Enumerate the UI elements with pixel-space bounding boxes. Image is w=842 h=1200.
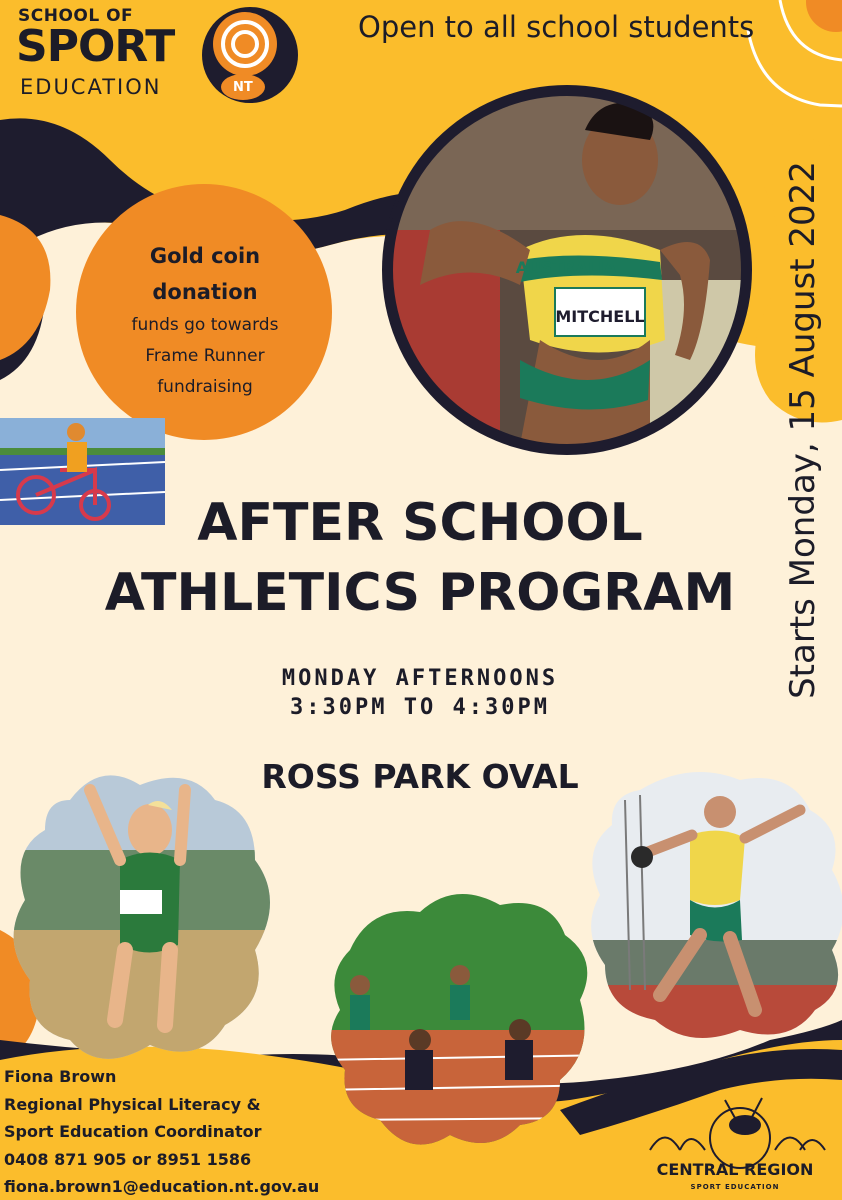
donation-line-3: funds go towards — [131, 315, 279, 335]
start-date: Starts Monday, 15 August 2022 — [783, 161, 823, 699]
schedule-time: 3:30PM TO 4:30PM — [290, 695, 550, 720]
sprinter-top-text: AUSTRALIA — [515, 258, 617, 277]
venue: ROSS PARK OVAL — [261, 757, 579, 796]
title-line-2: ATHLETICS PROGRAM — [104, 563, 736, 623]
program-title — [60, 488, 780, 628]
open-to-all-tagline: Open to all school students — [358, 10, 755, 44]
contact-email[interactable]: fiona.brown1@education.nt.gov.au — [4, 1177, 320, 1196]
donation-line-1: Gold coin — [149, 244, 261, 268]
logo-education: EDUCATION — [20, 75, 162, 99]
sprinter-bib: MITCHELL — [555, 307, 645, 326]
contact-name: Fiona Brown — [4, 1067, 117, 1086]
schedule-days: MONDAY AFTERNOONS — [281, 666, 559, 691]
contact-role-1: Regional Physical Literacy & — [4, 1094, 261, 1114]
central-region-logo-sub: SPORT EDUCATION — [690, 1183, 780, 1191]
logo-school-of: SCHOOL OF — [18, 6, 134, 26]
schedule — [200, 664, 640, 722]
donation-line-2: donation — [152, 280, 258, 304]
donation-line-4: Frame Runner — [145, 346, 265, 366]
donation-info — [88, 238, 322, 403]
contact-phone: 0408 871 905 or 8951 1586 — [4, 1149, 252, 1169]
title-line-1: AFTER SCHOOL — [197, 493, 643, 553]
donation-line-5: fundraising — [157, 377, 253, 397]
logo-sport: SPORT — [16, 21, 175, 72]
logo-nt-badge: NT — [233, 80, 253, 95]
contact-info — [4, 1063, 319, 1200]
contact-role-2: Sport Education Coordinator — [4, 1122, 262, 1141]
central-region-logo-name: CENTRAL REGION — [656, 1160, 814, 1179]
